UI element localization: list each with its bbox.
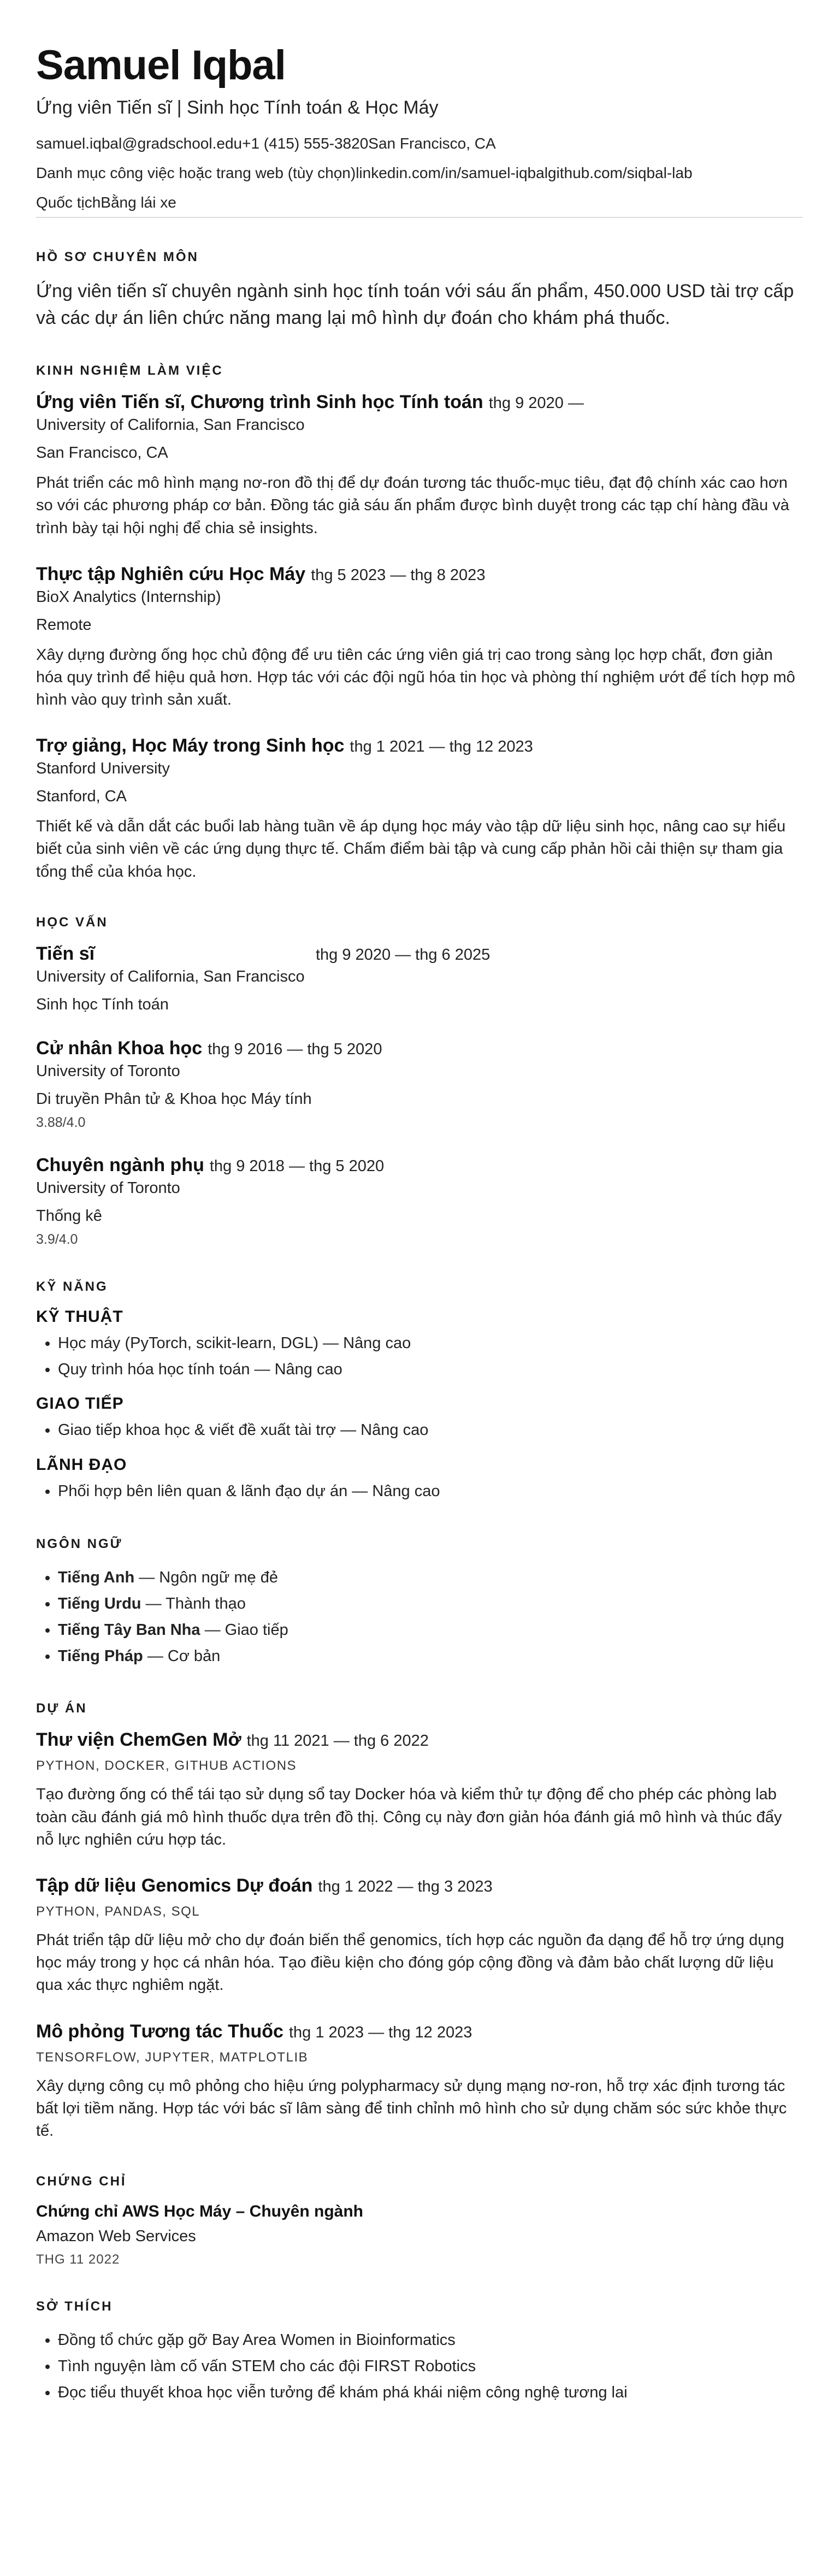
interest-item: • Đồng tổ chức gặp gỡ Bay Area Women in Bioinformatics [58, 2327, 803, 2354]
project-name: Mô phỏng Tương tác Thuốc [36, 2020, 283, 2042]
job-location: San Francisco, CA [36, 444, 168, 462]
project-name: Tập dữ liệu Genomics Dự đoán [36, 1875, 313, 1896]
language-item [58, 1591, 803, 1617]
experience-section [36, 363, 803, 883]
profile-links: Danh mục công việc hoặc trang web (tùy chọn)linkedin.com/in/samuel-iqbalgithub.com/siqbal-lab [36, 164, 693, 181]
job-title: Trợ giảng, Học Máy trong Sinh học [36, 735, 345, 757]
project-dates: thg 1 2023 — thg 12 2023 [288, 2023, 472, 2041]
skill-list [36, 1479, 803, 1505]
skill-list [36, 1417, 803, 1444]
experience-entry [36, 392, 803, 540]
job-location: Stanford, CA [36, 788, 127, 806]
job-title: Ứng viên Tiến sĩ, Chương trình Sinh học Tính toán [36, 392, 483, 413]
education-entry [36, 943, 803, 1014]
degree-title: Chuyên ngành phụ [36, 1154, 204, 1175]
school-name: University of Toronto [36, 1062, 180, 1080]
language-name: Tiếng Urdu [58, 1594, 141, 1612]
language-level: — Cơ bản [143, 1647, 221, 1665]
contact-info: samuel.iqbal@gradschool.edu+1 (415) 555-3820San Francisco, CA [36, 134, 496, 152]
experience-entry [36, 564, 803, 712]
project-tech: TENSORFLOW, JUPYTER, MATPLOTLIB [36, 2049, 309, 2065]
section-title-skills: KỸ NĂNG [36, 1279, 108, 1294]
field-of-study: Thống kê [36, 1207, 102, 1225]
skill-category: KỸ THUẬT [36, 1307, 123, 1326]
certifications-section [36, 2174, 803, 2267]
skill-item: • Giao tiếp khoa học & viết đề xuất tài trợ — Nâng cao [58, 1417, 803, 1444]
project-dates: thg 11 2021 — thg 6 2022 [246, 1732, 429, 1750]
degree-title: Tiến sĩ [36, 943, 95, 964]
skill-item: • Quy trình hóa học tính toán — Nâng cao [58, 1357, 803, 1383]
project-tech: PYTHON, PANDAS, SQL [36, 1904, 200, 1919]
certification-entry [36, 2202, 803, 2267]
section-title-projects: DỰ ÁN [36, 1701, 87, 1716]
language-level: — Thành thạo [141, 1594, 246, 1612]
language-level: — Giao tiếp [200, 1621, 288, 1639]
project-description: Xây dựng công cụ mô phỏng cho hiệu ứng polypharmacy sử dụng mạng nơ-ron, hỗ trợ xác định tương tác bất lợi tiềm năng. Hợp tác với bác sĩ lâm sàng để tinh chỉnh mô hình cho sử dụng chăm sóc sức khỏe thực tế. [36, 2077, 787, 2140]
language-level: — Ngôn ngữ mẹ đẻ [134, 1569, 278, 1587]
candidate-name: Samuel Iqbal [36, 42, 286, 88]
language-item [58, 1617, 803, 1644]
interests-section [36, 2299, 803, 2406]
job-description: Thiết kế và dẫn dắt các buổi lab hàng tuần về áp dụng học máy vào tập dữ liệu sinh học, nâng cao sự hiểu biết của sinh viên về các ứng dụng thực tế. Chấm điểm bài tập và cung cấp phản hồi cải thiện sự tham gia tổng thể của khóa học. [36, 818, 786, 881]
skill-category: GIAO TIẾP [36, 1395, 124, 1413]
section-title-experience: KINH NGHIỆM LÀM VIỆC [36, 363, 223, 379]
certification-date: THG 11 2022 [36, 2252, 120, 2267]
degree-dates: thg 9 2020 — thg 6 2025 [316, 946, 491, 964]
language-item [58, 1565, 803, 1591]
section-title-certifications: CHỨNG CHỈ [36, 2174, 127, 2189]
project-tech: PYTHON, DOCKER, GITHUB ACTIONS [36, 1758, 297, 1774]
job-dates: thg 9 2020 — [488, 394, 584, 412]
candidate-headline: Ứng viên Tiến sĩ | Sinh học Tính toán & Học Máy [36, 97, 439, 118]
degree-title: Cử nhân Khoa học [36, 1037, 203, 1059]
degree-dates: thg 9 2018 — thg 5 2020 [209, 1157, 385, 1175]
section-title-languages: NGÔN NGỮ [36, 1537, 123, 1552]
gpa-value: 3.88/4.0 [36, 1114, 86, 1130]
field-of-study: Di truyền Phân tử & Khoa học Máy tính [36, 1090, 312, 1108]
school-name: University of Toronto [36, 1179, 180, 1197]
education-entry [36, 1038, 803, 1131]
language-name: Tiếng Anh [58, 1569, 135, 1587]
field-of-study: Sinh học Tính toán [36, 995, 169, 1013]
job-organization: Stanford University [36, 760, 170, 778]
personal-extras: Quốc tịchBằng lái xe [36, 193, 176, 211]
job-location: Remote [36, 616, 92, 634]
skill-item: • Phối hợp bên liên quan & lãnh đạo dự án — Nâng cao [58, 1479, 803, 1505]
project-entry [36, 2021, 803, 2143]
projects-section [36, 1701, 803, 2142]
job-dates: thg 5 2023 — thg 8 2023 [311, 566, 486, 584]
skill-list [36, 1331, 803, 1383]
experience-entry [36, 735, 803, 883]
job-organization: University of California, San Francisco [36, 416, 305, 434]
language-item [58, 1644, 803, 1670]
project-entry [36, 1875, 803, 1997]
project-name: Thư viện ChemGen Mở [36, 1729, 241, 1751]
resume-header [36, 43, 803, 218]
job-dates: thg 1 2021 — thg 12 2023 [350, 738, 533, 756]
certification-name: Chứng chỉ AWS Học Máy – Chuyên ngành [36, 2202, 363, 2221]
project-entry [36, 1729, 803, 1851]
skill-item: • Học máy (PyTorch, scikit-learn, DGL) — Nâng cao [58, 1331, 803, 1357]
language-name: Tiếng Tây Ban Nha [58, 1621, 200, 1639]
section-title-summary: HỒ SƠ CHUYÊN MÔN [36, 249, 199, 264]
header-divider [36, 217, 803, 218]
project-dates: thg 1 2022 — thg 3 2023 [318, 1878, 493, 1895]
interest-list [36, 2327, 803, 2406]
degree-dates: thg 9 2016 — thg 5 2020 [208, 1040, 382, 1058]
job-description: Phát triển các mô hình mạng nơ-ron đồ thị để dự đoán tương tác thuốc-mục tiêu, đạt độ chính xác cao hơn so với các phương pháp cơ bản. Đồng tác giả sáu ấn phẩm được bình duyệt trong các tạp chí hàng đầu và trình bày tại hội nghị để chia sẻ insights. [36, 474, 789, 537]
project-description: Phát triển tập dữ liệu mở cho dự đoán biến thể genomics, tích hợp các nguồn đa dạng để hỗ trợ ứng dụng học máy trong y học cá nhân hóa. Tạo điều kiện cho đóng góp cộng đồng và đảm bảo chất lượng dữ liệu qua xác thực nghiêm ngặt. [36, 1931, 784, 1994]
certification-issuer: Amazon Web Services [36, 2228, 196, 2246]
summary-text: Ứng viên tiến sĩ chuyên ngành sinh học tính toán với sáu ấn phẩm, 450.000 USD tài trợ cấp và các dự án liên chức năng mang lại mô hình dự đoán cho khám phá thuốc. [36, 280, 794, 328]
skill-category: LÃNH ĐẠO [36, 1456, 127, 1474]
education-section [36, 915, 803, 1248]
education-entry [36, 1155, 803, 1248]
job-title: Thực tập Nghiên cứu Học Máy [36, 563, 306, 584]
interest-item: • Đọc tiểu thuyết khoa học viễn tưởng để khám phá khái niệm công nghệ tương lai [58, 2380, 803, 2406]
language-name: Tiếng Pháp [58, 1647, 143, 1665]
skills-section [36, 1279, 803, 1505]
job-description: Xây dựng đường ống học chủ động để ưu tiên các ứng viên giá trị cao trong sàng lọc hợp chất, đơn giản hóa quy trình để hiệu quả hơn. Hợp tác với các đội ngũ hóa tin học và phòng thí nghiệm ướt để tích hợp mô hình vào quy trình sản xuất. [36, 646, 795, 709]
project-description: Tạo đường ống có thể tái tạo sử dụng sổ tay Docker hóa và kiểm thử tự động để cho phép các phòng lab toàn cầu đánh giá mô hình thuốc dựa trên đồ thị. Công cụ này đơn giản hóa đánh giá mô hình và thúc đẩy nỗ lực nghiên cứu hợp tác. [36, 1786, 782, 1848]
languages-section [36, 1537, 803, 1669]
school-name: University of California, San Francisco [36, 967, 305, 985]
gpa-value: 3.9/4.0 [36, 1231, 78, 1247]
section-title-education: HỌC VẤN [36, 914, 108, 930]
language-list [36, 1565, 803, 1669]
interest-item: • Tình nguyện làm cố vấn STEM cho các đội FIRST Robotics [58, 2354, 803, 2380]
section-title-interests: SỞ THÍCH [36, 2299, 113, 2314]
job-organization: BioX Analytics (Internship) [36, 588, 221, 606]
summary-section [36, 250, 803, 332]
